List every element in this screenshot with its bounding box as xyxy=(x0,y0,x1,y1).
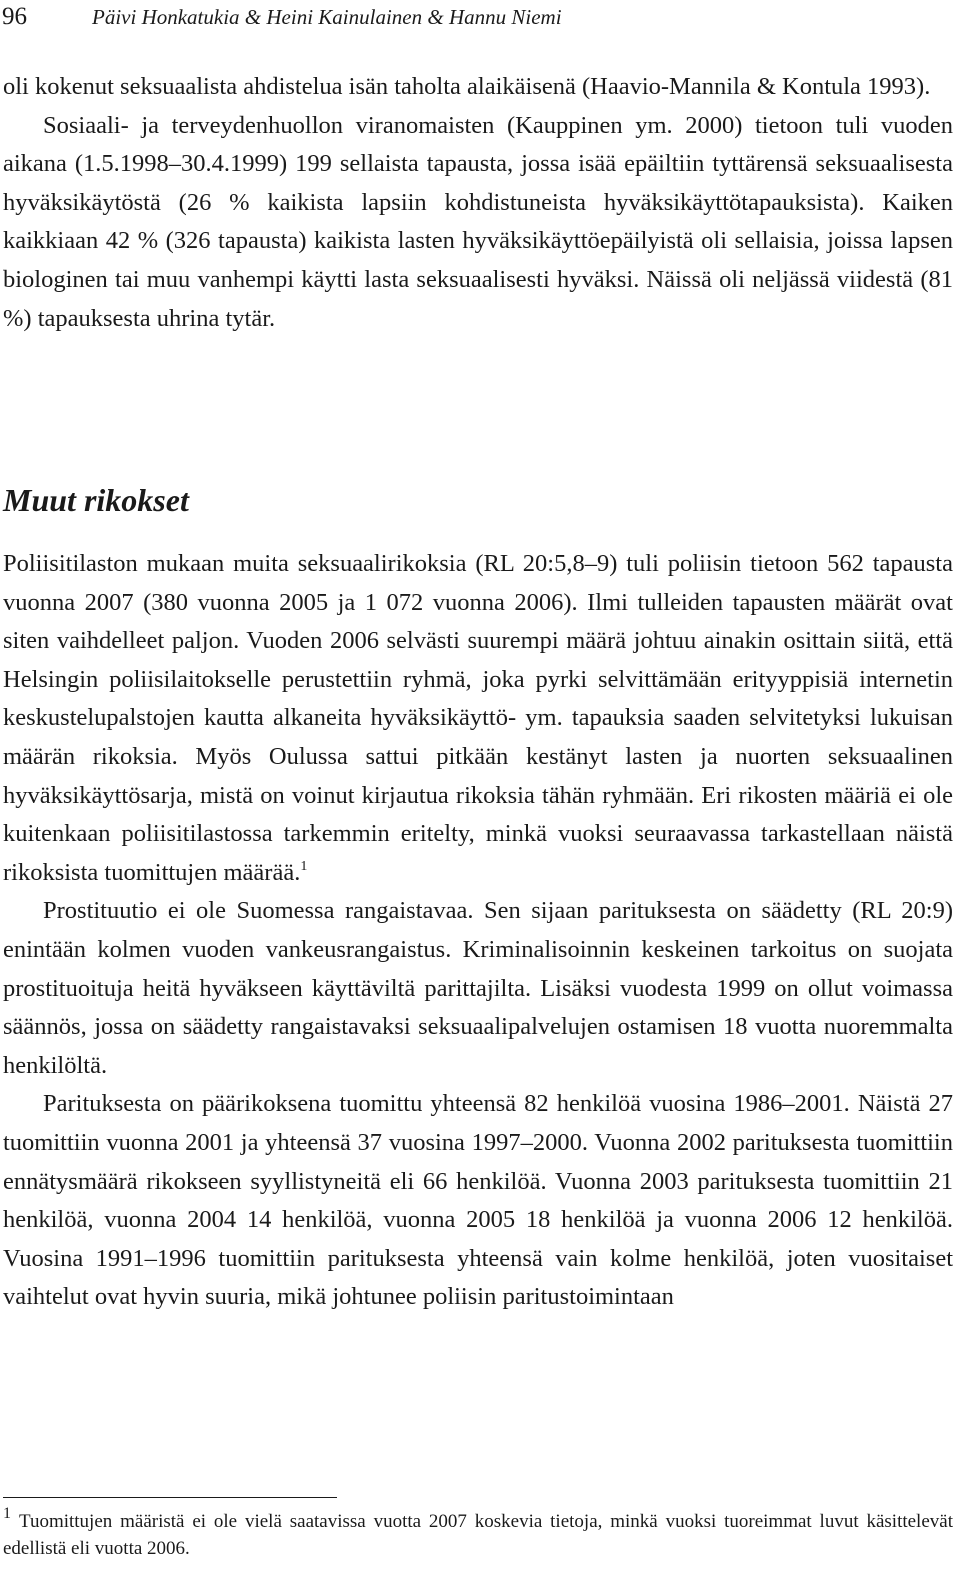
footnote-reference: 1 xyxy=(300,858,308,874)
page-header xyxy=(2,0,562,34)
paragraph-procuring-convictions: Parituksesta on päärikoksena tuomittu yhteensä 82 henkilöä vuosina 1986–2001. Näistä 27 tuomittiin vuonna 2001 ja yhteensä 37 vuosina 1997–2000. Vuonna 2002 parituksesta tuomittiin ennätysmäärä rikokseen syyllistyneitä eli 66 henkilöä. Vuonna 2003 parituksesta tuomittiin 21 henkilöä, vuonna 2004 14 henkilöä, vuonna 2005 18 henkilöä ja vuonna 2006 12 henkilöä. Vuosina 1991–1996 tuomittiin parituksesta yhteensä vain kolme henkilöä, joten vuositaiset vaihtelut ovat hyvin suuria, mikä johtunee poliisin paritustoimintaan xyxy=(3,1090,953,1311)
section-text-block xyxy=(3,545,953,1317)
paragraph-prostitution: Prostituutio ei ole Suomessa rangaistavaa. Sen sijaan parituksesta on säädetty (RL 20:9) enintään kolmen vuoden vankeusrangaistus. Kriminalisoinnin keskeinen tarkoitus on suojata prostituoituja heitä hyväkseen käyttäviltä parittajilta. Lisäksi vuodesta 1999 on ollut voimassa säännös, jossa on säädetty rangaistavaksi seksuaalipalvelujen ostamisen 18 vuotta nuoremmalta henkilöltä. xyxy=(3,897,953,1079)
page-number: 96 xyxy=(2,3,27,30)
paragraph-authorities: Sosiaali- ja terveydenhuollon viranomaisten (Kauppinen ym. 2000) tietoon tuli vuoden aikana (1.5.1998–30.4.1999) 199 sellaista tapausta, jossa isää epäiltiin tyttärensä seksuaalisesta hyväksikäytöstä (26 % kaikista lapsiin kohdistuneista hyväksikäyttötapauksista). Kaiken kaikkiaan 42 % (326 tapausta) kaikista lasten hyväksikäyttöepäilyistä oli sellaisia, joissa lapsen biologinen tai muu vanhempi käytti lasta seksuaalisesti hyväksi. Näissä oli neljässä viidestä (81 %) tapauksesta uhrina tytär. xyxy=(3,111,953,332)
paragraph-police-statistics xyxy=(3,545,953,892)
section-title: Muut rikokset xyxy=(3,482,189,518)
paragraph-police-statistics-text: Poliisitilaston mukaan muita seksuaalirikoksia (RL 20:5,8–9) tuli poliisin tietoon 562 tapausta vuonna 2007 (380 vuonna 2005 ja 1 072 vuonna 2006). Ilmi tulleiden tapausten määrät ovat siten vaihdelleet paljon. Vuoden 2006 selvästi suurempi määrä johtuu ainakin osittain siitä, että Helsingin poliisilaitokselle perustettiin ryhmä, joka pyrki selvittämään erityyppisiä internetin keskustelupalstojen kautta alkaneita hyväksikäyttö- ym. tapauksia saaden selvitetyksi lukuisan määrän rikoksia. Myös Oulussa sattui pitkään kestänyt lasten ja nuorten seksuaalinen hyväksikäyttösarja, mistä on voinut kirjautua rikoksia tähän ryhmään. Eri rikosten määriä ei ole kuitenkaan poliisitilastossa tarkemmin eritelty, minkä vuoksi seuraavassa tarkastellaan näistä rikoksista tuomittujen määrää. xyxy=(3,550,953,886)
top-text-block xyxy=(3,68,953,338)
paragraph-continued: oli kokenut seksuaalista ahdistelua isän taholta alaikäisenä (Haavio-Mannila & Kontula 1993). xyxy=(3,73,931,100)
footnote-text: Tuomittujen määristä ei ole vielä saatavissa vuotta 2007 koskevia tietoja, minkä vuoksi tuoreimmat luvut käsittelevät edellistä eli vuotta 2006. xyxy=(3,1511,953,1559)
footnote xyxy=(3,1505,953,1562)
footnote-divider xyxy=(3,1497,337,1498)
running-head: Päivi Honkatukia & Heini Kainulainen & Hannu Niemi xyxy=(92,5,562,29)
footnote-marker: 1 xyxy=(3,1505,11,1522)
